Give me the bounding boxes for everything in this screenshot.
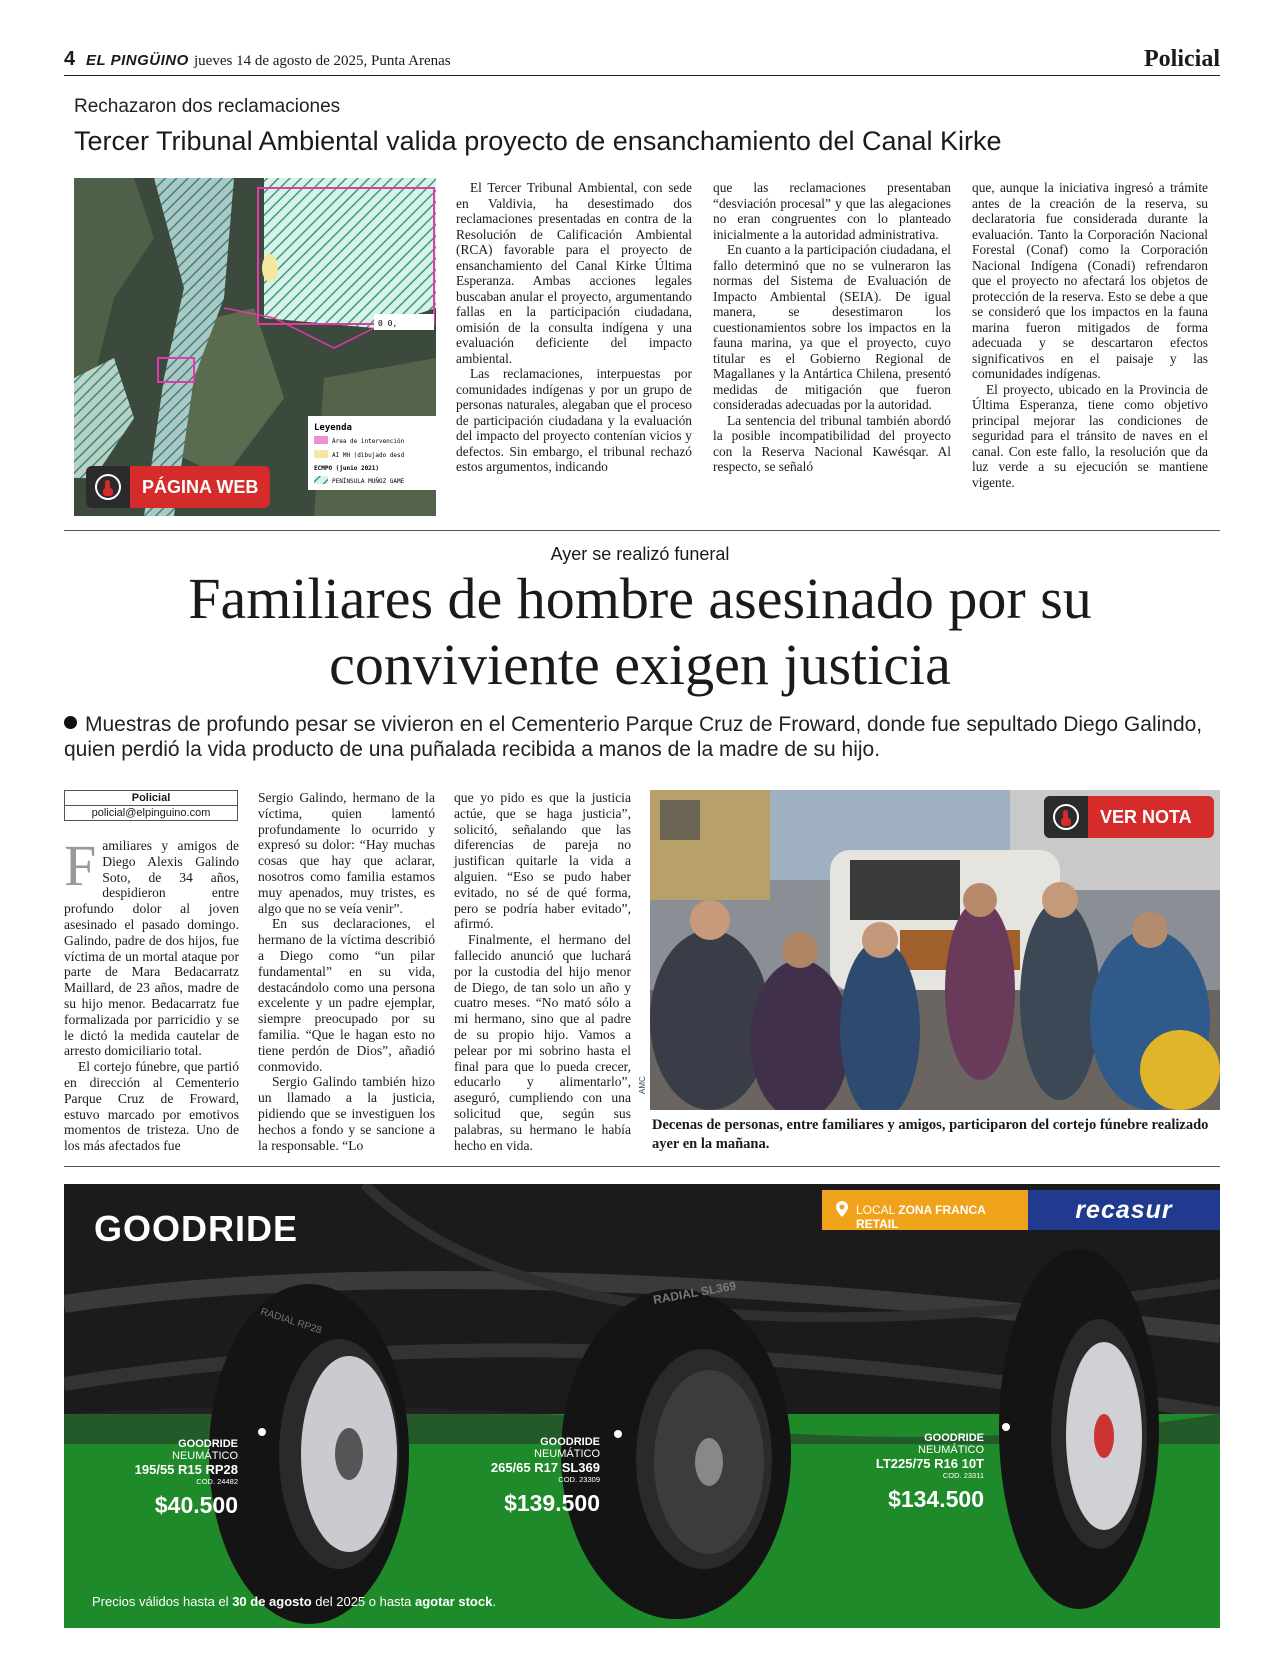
paragraph: La sentencia del tribunal también abordó la posible incompatibilidad del proyecto con la Reserva Nacional Kawésqar. Al respecto, se señaló [713,412,951,474]
ad-footer-text: Precios válidos hasta el [92,1594,233,1609]
tire-brand: GOODRIDE [178,1438,238,1450]
paragraph: Sergio Galindo, hermano de la víctima, quien lamentó profundamente lo ocurrido y expresó su dolor: “Hay muchas cosas que hay que aclarar, nosotros como familia estamos muy apenados, muy tristes, es algo que no se veía venir”. [258,790,435,916]
byline-section: Policial [65,791,237,806]
article1-column-3 [972,180,1208,490]
dropcap: F [64,833,97,898]
tire-price: $139.500 [504,1490,600,1516]
tire-code: COD. 24482 [196,1477,238,1486]
paragraph: El Tercer Tribunal Ambiental, con sede en Valdivia, ha desestimado dos reclamaciones presentadas en contra de la Resolución de Calificación Ambiental (RCA) favorable para el proyecto de ensanchamiento del Canal Kirke Última Esperanza. Ambas acciones legales buscaban anular el proyecto, argumentando fallas en la participación ciudadana, omisión de la consulta indígena y una evaluación deficiente del impacto ambiental. [456,180,692,366]
paragraph: que, aunque la iniciativa ingresó a trámite antes de la creación de la reserva, su declaratoria fue considerada durante la evaluación. Tanto la Corporación Nacional Forestal (Conaf) como la Corporación Nacional Indígena (Conadi) refrendaron que el proyecto no afectará los objetos de protección de la reserva. Esto se debe a que se consideró que los impactos en la fauna marina fueron mitigados de forma adecuada y se descartaron efectos significativos en el paisaje y las comunidades indígenas. [972,180,1208,381]
photo-caption: Decenas de personas, entre familiares y amigos, participaron del cortejo fúnebre realizado ayer en la mañana. [652,1117,1209,1152]
byline-box [64,790,238,821]
touch-hand-icon [86,466,130,508]
tire-type: NEUMÁTICO [918,1444,984,1456]
local-prefix: LOCAL [856,1203,895,1217]
byline-email[interactable]: policial@elpinguino.com [91,807,211,819]
paragraph: Finalmente, el hermano del fallecido anunció que luchará por la custodia del hijo menor de Diego, de tan solo un año y cuatro meses. “No mató sólo a mi hermano, sino que al padre de su propio hijo. Vamos a pelear por mi sobrino hasta el final para que lo pueda crecer, educarlo y alimentarlo”, aseguró, cumpliendo con una solicitud que, según sus palabras, su hermano le había hecho en vida. [454,932,631,1153]
paragraph: que yo pido es que la justicia actúe, que se haga justicia”, solicitó, señalando que las diferencias de pareja no justifican quitarle la vida a alguien. “Eso se pudo haber evitado, no sé de qué forma, pero se podría haber evitado”, afirmó. [454,790,631,932]
photo-credit: AMC [638,1076,647,1094]
tire-size: LT225/75 R16 10T [875,1456,984,1471]
paragraph: El proyecto, ubicado en la Provincia de Última Esperanza, tiene como objetivo principal mejorar las condiciones de seguridad para el tránsito de naves en el canal. Con este fallo, la resolución que da luz verde a su ejecución se mantiene vigente. [972,381,1208,490]
article1-kicker: Rechazaron dos reclamaciones [74,96,341,117]
article2-column-1 [64,833,239,1154]
page-number: 4 [64,48,76,70]
article1-column-2 [713,180,951,475]
bullet-icon [64,716,77,729]
paragraph: Las reclamaciones, interpuestas por comunidades indígenas y por un grupo de personas naturales, alegaban que el proceso de participación ciudadana y la evaluación del impacto del proyecto contenían vicios y defectos. Sin embargo, el tribunal rechazó estos argumentos, indicando [456,366,692,474]
article2-kicker: Ayer se realizó funeral [550,544,730,564]
tire-sidewall-text: RADIAL RP28 [259,1306,323,1337]
article2-lead-text: Muestras de profundo pesar se vivieron en el Cementerio Parque Cruz de Froward, donde fue sepultado Diego Galindo, quien perdió la vida producto de una puñalada recibida a manos de la madre de su hijo. [64,713,1203,761]
location-pin-icon [836,1201,848,1217]
funeral-photo [650,790,1220,1110]
tire-brand: GOODRIDE [924,1432,984,1444]
map-legend-item: ECMPO (junio 2021) [314,465,380,472]
goodride-advertisement[interactable] [64,1184,1220,1628]
ver-nota-button[interactable] [1044,796,1214,838]
tire-type: NEUMÁTICO [172,1450,238,1462]
ad-footer-text: del 2025 o hasta [311,1594,416,1609]
map-legend-title: Leyenda [314,423,352,433]
ad-footer-stock: agotar stock [415,1594,493,1609]
tire-label-2 [444,1436,600,1517]
ad-brand-logo: GOODRIDE [94,1208,299,1249]
tire-size: 195/55 R15 RP28 [134,1462,238,1477]
ad-footer [92,1594,496,1609]
map-legend-item: AI MH (dibujado desd [332,452,405,459]
tire-price: $40.500 [154,1492,238,1518]
paragraph: En cuanto a la participación ciudadana, el fallo determinó que no se vulneraron las normas del Sistema de Evaluación de Impacto Ambiental (SEIA). De igual manera, se desestimaron los cuestionamientos sobre los impactos en la fauna marina, ya que el proyecto, cuyo titular es el Gobierno Regional de Magallanes y la Antártica Chilena, presentó medidas de mitigación que fueron consideradas adecuadas por la autoridad. [713,242,951,412]
tire-price: $134.500 [888,1486,984,1512]
dateline: jueves 14 de agosto de 2025, Punta Arenas [194,53,451,69]
web-page-button-label: PÁGINA WEB [142,477,259,497]
page-header [64,46,1220,76]
ver-nota-button-label: VER NOTA [1100,807,1192,827]
tire-brand: GOODRIDE [540,1436,600,1448]
paragraph: que las reclamaciones presentaban “desviación procesal” y que las alegaciones no eran congruentes con lo planteado inicialmente a la autoridad administrativa. [713,180,951,242]
tire-code: COD. 23309 [558,1475,600,1484]
ad-footer-text: . [492,1594,496,1609]
map-legend-item: Área de intervención [332,438,405,445]
paragraph: Sergio Galindo también hizo un llamado a la justicia, pidiendo que se investiguen los hechos a fondo y se sancione a la responsable. “Lo [258,1074,435,1153]
article2-title: Familiares de hombre asesinado por su conviviente exigen justicia [188,566,1092,697]
tire-label-1 [104,1438,238,1519]
ad-footer-date: 30 de agosto [232,1594,312,1609]
tire-label-3 [824,1432,984,1513]
article2-lead [64,712,1220,762]
tire-type: NEUMÁTICO [534,1448,600,1460]
tire-size: 265/65 R17 SL369 [490,1460,600,1475]
paragraph: amiliares y amigos de Diego Alexis Galindo Soto, de 34 años, despidieron entre profundo dolor al joven asesinado el pasado domingo. Galindo, padre de dos hijos, fue víctima de un mortal ataque por parte de Mara Bedacarratz Maillard, de 23 años, madre de su hijo menor. Bedacarratz fue formalizada por parricidio y se le dictó la medida cautelar de arresto domiciliario total. [64,838,239,1059]
paragraph: El cortejo fúnebre, que partió en dirección al Cementerio Parque Cruz de Froward, estuvo marcado por emotivos momentos de tristeza. Uno de los más afectados fue [64,1059,239,1154]
touch-hand-icon [1044,796,1088,838]
paragraph: En sus declaraciones, el hermano de la víctima describió a Diego como “un pilar fundamental” en su vida, destacándolo como una persona excelente y un padre ejemplar, siempre preocupado por su familia. “Que le hagan esto no tiene perdón de Dios”, añadió conmovido. [258,916,435,1074]
web-page-button[interactable] [86,466,270,508]
divider [64,1166,1220,1167]
divider [64,530,1220,531]
article1-title: Tercer Tribunal Ambiental valida proyecto de ensanchamiento del Canal Kirke [74,126,1002,156]
map-scale: 0 0, [378,319,398,328]
article2-column-2 [258,790,435,1153]
local-badge [822,1190,1028,1230]
tire-code: COD. 23311 [942,1471,984,1480]
article2-column-3 [454,790,631,1153]
tire-sidewall-text: RADIAL SL369 [652,1278,738,1307]
map-legend-item: PENÍNSULA MUÑOZ GAME [332,478,405,485]
newspaper-logo: EL PINGÜINO [86,52,189,69]
article1-column-1 [456,180,692,475]
recasur-logo: recasur [1028,1190,1220,1230]
section-title: Policial [1144,46,1220,72]
local-name: ZONA FRANCA RETAIL [856,1203,986,1231]
